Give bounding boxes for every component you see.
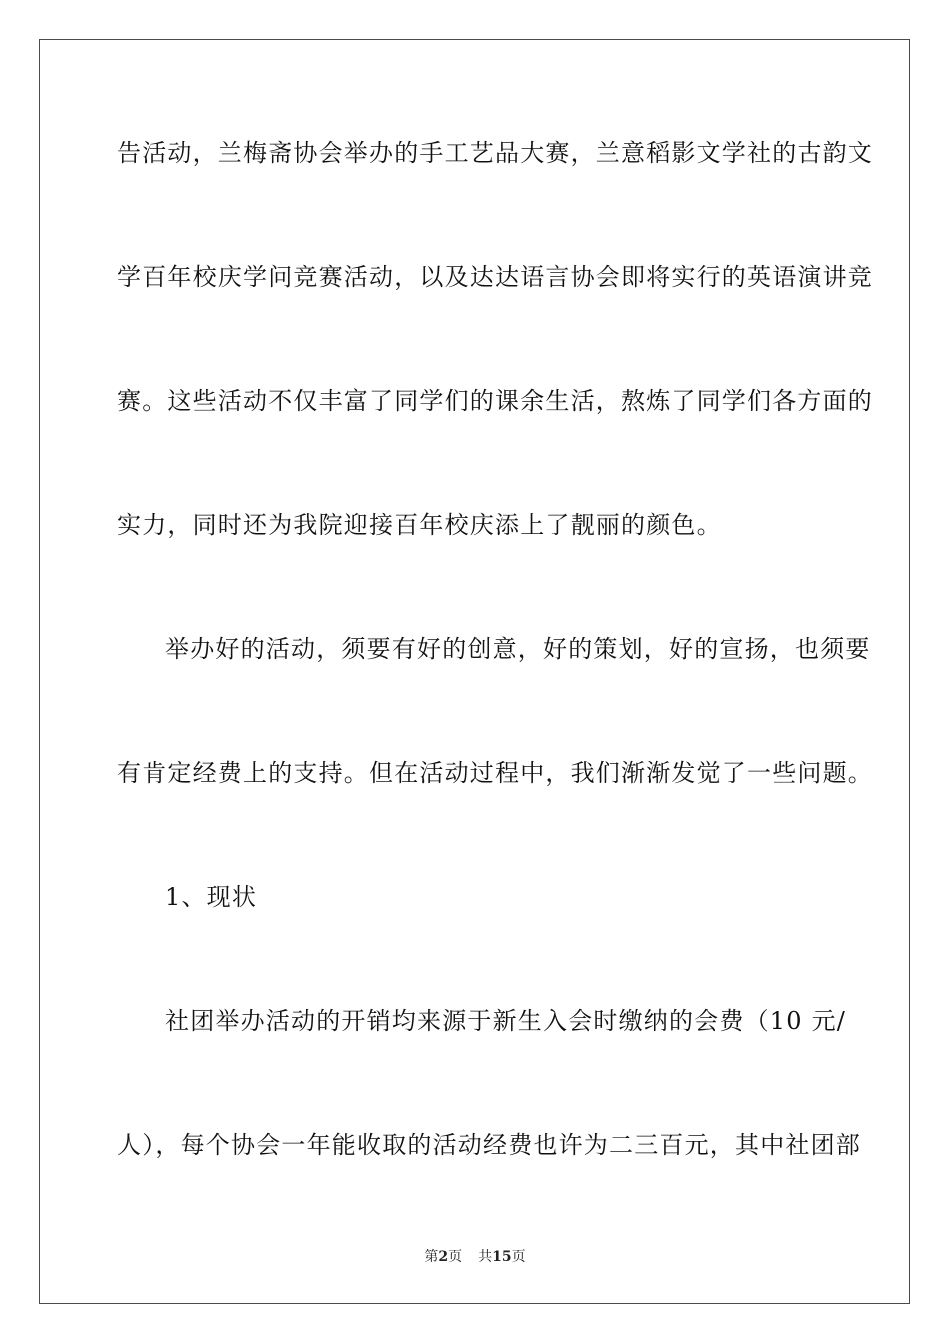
section-heading: 1、现状 — [165, 883, 258, 911]
page-frame — [39, 39, 910, 1304]
body-text-line: 人），每个协会一年能收取的活动经费也许为二三百元，其中社团部 — [117, 1131, 861, 1159]
page-number-current: 2 — [438, 1249, 449, 1265]
page-total-unit: 页 — [511, 1249, 526, 1265]
body-text-line: 告活动，兰梅斋协会举办的手工艺品大赛，兰意稻影文学社的古韵文 — [117, 139, 873, 167]
page-footer — [0, 1248, 950, 1266]
page-number-unit: 页 — [448, 1249, 463, 1265]
body-text-line: 实力，同时还为我院迎接百年校庆添上了靓丽的颜色。 — [117, 511, 722, 539]
body-text-line: 有肯定经费上的支持。但在活动过程中，我们渐渐发觉了一些问题。 — [117, 759, 873, 787]
body-text-line: 赛。这些活动不仅丰富了同学们的课余生活，熬炼了同学们各方面的 — [117, 387, 873, 415]
page-total-prefix: 共 — [478, 1249, 493, 1265]
page-total-count: 15 — [492, 1249, 512, 1265]
paragraph-first-line: 举办好的活动，须要有好的创意，好的策划，好的宣扬，也须要 — [165, 635, 871, 663]
paragraph-first-line: 社团举办活动的开销均来源于新生入会时缴纳的会费（10 元/ — [165, 1007, 847, 1035]
body-text-line: 学百年校庆学问竞赛活动，以及达达语言协会即将实行的英语演讲竞 — [117, 263, 873, 291]
page-number-prefix: 第 — [424, 1249, 439, 1265]
